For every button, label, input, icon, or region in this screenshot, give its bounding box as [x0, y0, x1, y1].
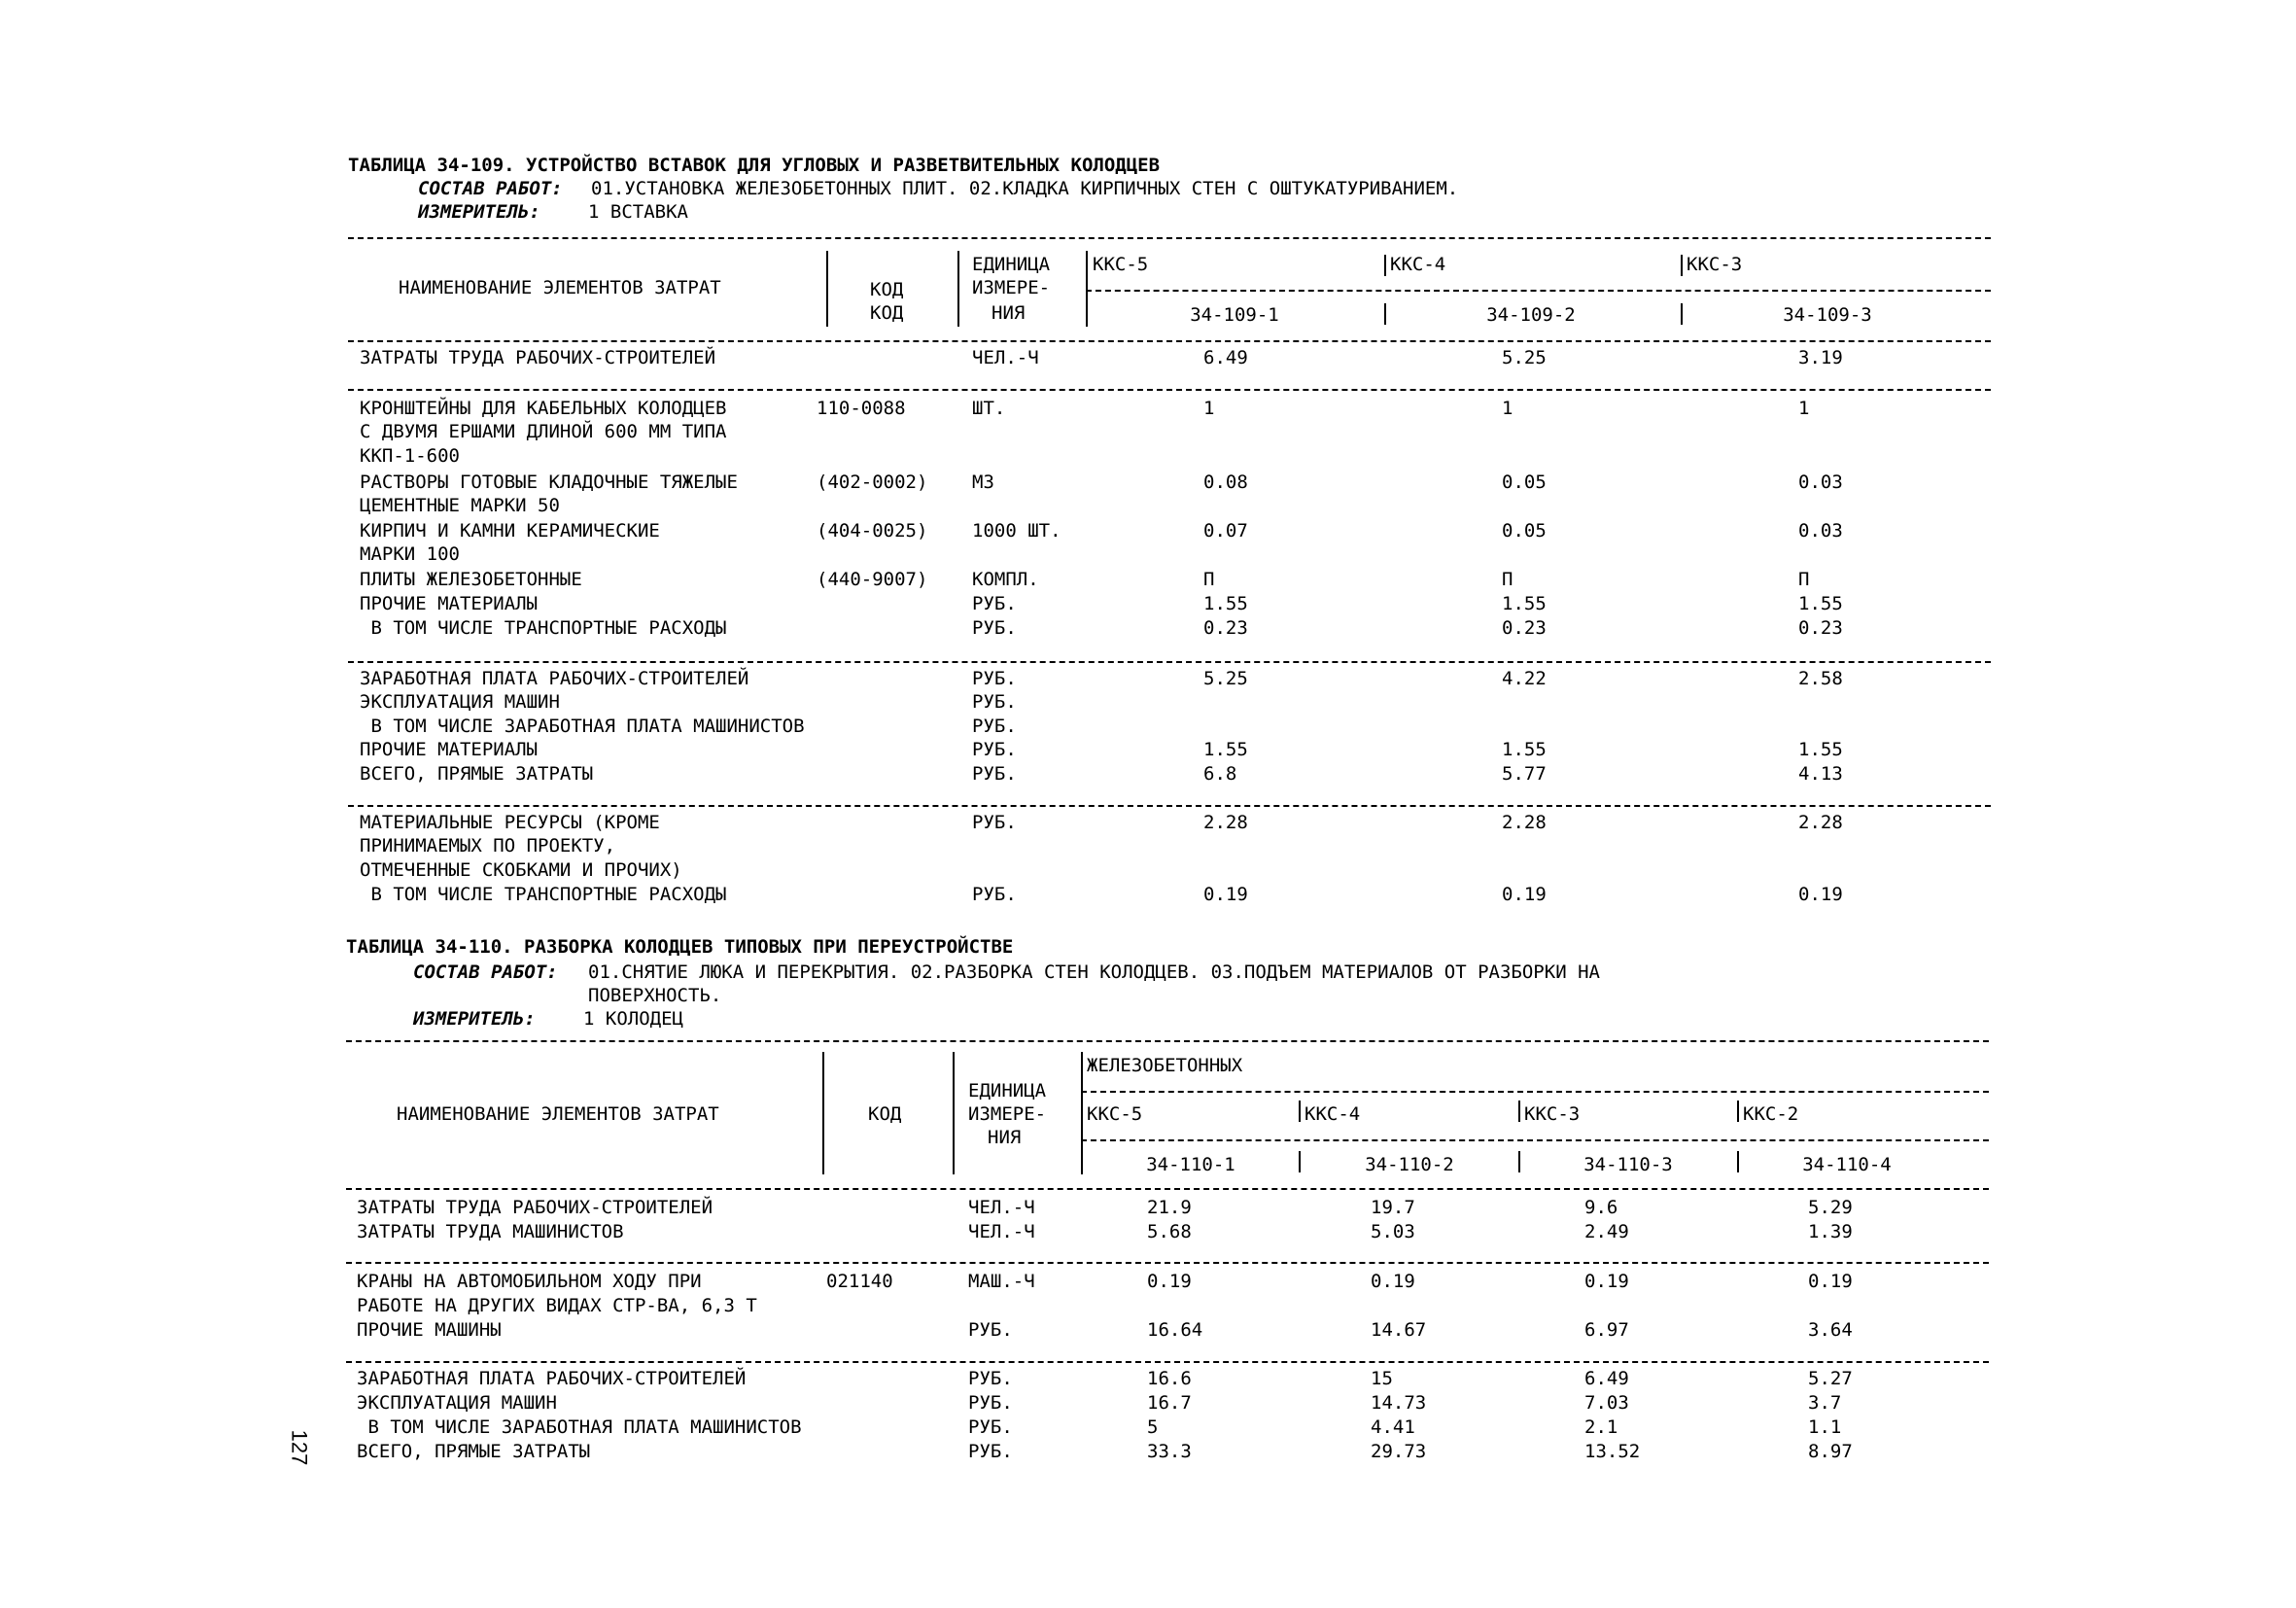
table2-row-value: 6.97 [1584, 1319, 1629, 1341]
table2-header-divider [1299, 1151, 1301, 1172]
table1-row-unit: РУБ. [972, 739, 1017, 760]
table1-group-rule [348, 661, 1991, 663]
table2-header-rule [346, 1188, 1989, 1190]
table2-row-unit: РУБ. [968, 1441, 1013, 1462]
table1-header-divider [1086, 251, 1088, 327]
table2-row-code: 021140 [826, 1271, 893, 1292]
table1-row-unit: М3 [972, 472, 994, 493]
table1-row-value: 0.19 [1203, 884, 1248, 905]
table2-measure-text: 1 КОЛОДЕЦ [583, 1008, 683, 1030]
table1-row-name: ОТМЕЧЕННЫЕ СКОБКАМИ И ПРОЧИХ) [360, 859, 682, 881]
table1-row-value: П [1203, 569, 1215, 590]
table1-row-value: 0.05 [1502, 472, 1547, 493]
table2-header-unit: НИЯ [988, 1127, 1022, 1148]
table2-row-value: 16.7 [1147, 1392, 1192, 1414]
table2-row-value: 16.64 [1147, 1319, 1203, 1341]
table1-row-code: (440-9007) [817, 569, 928, 590]
table1-row-code: (404-0025) [817, 520, 928, 542]
table2-header-divider [953, 1052, 955, 1174]
table2-row-value: 14.73 [1371, 1392, 1427, 1414]
table2-header-divider [1518, 1101, 1520, 1122]
table1-row-value: 2.28 [1502, 812, 1547, 833]
table2-top-rule [346, 1040, 1989, 1042]
table1-row-value: 6.8 [1203, 763, 1237, 785]
table2-header-divider [1737, 1101, 1739, 1122]
table1-row-name: ЭКСПЛУАТАЦИЯ МАШИН [360, 691, 560, 713]
table2-row-name: ЗАРАБОТНАЯ ПЛАТА РАБОЧИХ-СТРОИТЕЛЕЙ [357, 1368, 747, 1389]
table1-header-divider [826, 251, 828, 327]
table1-row-name: МАТЕРИАЛЬНЫЕ РЕСУРСЫ (КРОМЕ [360, 812, 660, 833]
table1-row-unit: РУБ. [972, 668, 1017, 689]
table2-col-header: ККС-4 [1305, 1103, 1361, 1125]
table1-col-code: 34-109-1 [1190, 304, 1279, 326]
table2-col-code: 34-110-3 [1583, 1154, 1673, 1175]
table1-row-name: ККП-1-600 [360, 445, 460, 467]
table2-row-value: 1.1 [1808, 1416, 1842, 1438]
table1-header-divider [957, 251, 959, 327]
table1-header-divider [1681, 303, 1683, 325]
table1-header-divider [1384, 255, 1386, 276]
table1-row-unit: ЧЕЛ.-Ч [972, 347, 1039, 368]
table1-measure-label: ИЗМЕРИТЕЛЬ: [418, 201, 540, 223]
table1-row-value: 0.08 [1203, 472, 1248, 493]
table1-group-rule [348, 805, 1991, 807]
table2-row-value: 21.9 [1147, 1197, 1192, 1218]
table2-work-label: СОСТАВ РАБОТ: [413, 961, 558, 983]
table1-row-unit: ШТ. [972, 398, 1006, 419]
table1-row-value: 3.19 [1798, 347, 1843, 368]
table2-row-value: 6.49 [1584, 1368, 1629, 1389]
table1-row-value: 0.23 [1798, 617, 1843, 639]
table2-col-code: 34-110-1 [1146, 1154, 1235, 1175]
table2-row-value: 5.29 [1808, 1197, 1853, 1218]
table2-row-value: 33.3 [1147, 1441, 1192, 1462]
table1-header-divider [1384, 303, 1386, 325]
table2-row-value: 29.73 [1371, 1441, 1427, 1462]
table1-row-value: 5.25 [1203, 668, 1248, 689]
table2-header-divider [1737, 1151, 1739, 1172]
table1-row-value: 6.49 [1203, 347, 1248, 368]
table2-row-value: 0.19 [1371, 1271, 1415, 1292]
table1-header-sub-rule [1086, 290, 1991, 292]
table1-row-name: В ТОМ ЧИСЛЕ ТРАНСПОРТНЫЕ РАСХОДЫ [360, 617, 727, 639]
table1-row-value: 1.55 [1203, 593, 1248, 614]
table2-col-header: ККС-2 [1743, 1103, 1799, 1125]
table2-group-rule [346, 1361, 1989, 1363]
table1-row-name: ВСЕГО, ПРЯМЫЕ ЗАТРАТЫ [360, 763, 594, 785]
table1-row-value: П [1798, 569, 1810, 590]
table1-row-value: П [1502, 569, 1513, 590]
table1-header-code: КОД [870, 302, 904, 324]
table1-row-value: 2.28 [1798, 812, 1843, 833]
table2-row-value: 2.1 [1584, 1416, 1618, 1438]
table2-measure-label: ИЗМЕРИТЕЛЬ: [413, 1008, 536, 1030]
table1-row-value: 4.22 [1502, 668, 1547, 689]
table1-header-unit: ИЗМЕРЕ- [972, 277, 1051, 298]
table1-header-code: КОД [870, 279, 904, 300]
table2-row-value: 0.19 [1584, 1271, 1629, 1292]
table2-header-name: НАИМЕНОВАНИЕ ЭЛЕМЕНТОВ ЗАТРАТ [397, 1103, 719, 1125]
table1-group-rule [348, 389, 1991, 391]
table1-row-name: ПРОЧИЕ МАТЕРИАЛЫ [360, 593, 539, 614]
table2-row-name: КРАНЫ НА АВТОМОБИЛЬНОМ ХОДУ ПРИ [357, 1271, 702, 1292]
table2-row-name: ПРОЧИЕ МАШИНЫ [357, 1319, 502, 1341]
table2-header-divider [1299, 1101, 1301, 1122]
table2-row-value: 9.6 [1584, 1197, 1618, 1218]
table1-row-value: 0.05 [1502, 520, 1547, 542]
table1-row-unit: РУБ. [972, 593, 1017, 614]
table1-row-value: 0.03 [1798, 520, 1843, 542]
table2-row-value: 3.7 [1808, 1392, 1842, 1414]
table1-col-header: ККС-5 [1093, 254, 1149, 275]
table1-row-unit: КОМПЛ. [972, 569, 1039, 590]
table1-work-text: 01.УСТАНОВКА ЖЕЛЕЗОБЕТОННЫХ ПЛИТ. 02.КЛАДКА КИРПИЧНЫХ СТЕН С ОШТУКАТУРИВАНИЕМ. [591, 178, 1459, 199]
table1-row-value: 0.19 [1502, 884, 1547, 905]
table2-row-value: 14.67 [1371, 1319, 1427, 1341]
table1-row-name: ЗАРАБОТНАЯ ПЛАТА РАБОЧИХ-СТРОИТЕЛЕЙ [360, 668, 749, 689]
table1-row-value: 0.03 [1798, 472, 1843, 493]
table2-row-value: 5 [1147, 1416, 1159, 1438]
table2-row-name: В ТОМ ЧИСЛЕ ЗАРАБОТНАЯ ПЛАТА МАШИНИСТОВ [357, 1416, 802, 1438]
table1-row-name: ПРИНИМАЕМЫХ ПО ПРОЕКТУ, [360, 835, 616, 856]
table2-row-value: 0.19 [1808, 1271, 1853, 1292]
table1-header-unit: ЕДИНИЦА [972, 254, 1051, 275]
table1-row-unit: РУБ. [972, 716, 1017, 737]
table2-row-unit: ЧЕЛ.-Ч [968, 1197, 1035, 1218]
table1-row-unit: РУБ. [972, 691, 1017, 713]
table2-row-value: 7.03 [1584, 1392, 1629, 1414]
table2-header-unit: ЕДИНИЦА [968, 1080, 1047, 1101]
table2-group-rule [346, 1262, 1989, 1264]
table2-row-name: ВСЕГО, ПРЯМЫЕ ЗАТРАТЫ [357, 1441, 591, 1462]
table1-row-value: 1.55 [1502, 739, 1547, 760]
table1-measure-text: 1 ВСТАВКА [588, 201, 688, 223]
table1-row-value: 0.07 [1203, 520, 1248, 542]
table2-header-sub-rule [1081, 1139, 1989, 1141]
table2-header-code: КОД [868, 1103, 902, 1125]
table2-row-unit: МАШ.-Ч [968, 1271, 1035, 1292]
table1-row-value: 1.55 [1203, 739, 1248, 760]
table2-work-text2: ПОВЕРХНОСТЬ. [588, 985, 722, 1006]
table2-row-value: 4.41 [1371, 1416, 1415, 1438]
table2-row-value: 8.97 [1808, 1441, 1853, 1462]
table1-row-code: (402-0002) [817, 472, 928, 493]
table1-header-divider [1681, 255, 1683, 276]
table1-header-rule [348, 340, 1991, 342]
table2-title: ТАБЛИЦА 34-110. РАЗБОРКА КОЛОДЦЕВ ТИПОВЫХ ПРИ ПЕРЕУСТРОЙСТВЕ [346, 936, 1014, 958]
table1-row-name: КИРПИЧ И КАМНИ КЕРАМИЧЕСКИЕ [360, 520, 660, 542]
table1-row-value: 4.13 [1798, 763, 1843, 785]
table1-row-value: 1 [1502, 398, 1513, 419]
table1-row-name: РАСТВОРЫ ГОТОВЫЕ КЛАДОЧНЫЕ ТЯЖЕЛЫЕ [360, 472, 738, 493]
table2-group-header: ЖЕЛЕЗОБЕТОННЫХ [1087, 1055, 1243, 1076]
table2-header-divider [1518, 1151, 1520, 1172]
table1-row-name: ЗАТРАТЫ ТРУДА РАБОЧИХ-СТРОИТЕЛЕЙ [360, 347, 716, 368]
table1-row-name: КРОНШТЕЙНЫ ДЛЯ КАБЕЛЬНЫХ КОЛОДЦЕВ [360, 398, 727, 419]
table2-row-name: ЗАТРАТЫ ТРУДА РАБОЧИХ-СТРОИТЕЛЕЙ [357, 1197, 713, 1218]
page-number: 127 [287, 1429, 312, 1466]
table1-row-value: 0.23 [1502, 617, 1547, 639]
table2-header-divider [1081, 1052, 1083, 1174]
table1-header-name: НАИМЕНОВАНИЕ ЭЛЕМЕНТОВ ЗАТРАТ [399, 277, 721, 298]
table1-row-name: ЦЕМЕНТНЫЕ МАРКИ 50 [360, 495, 560, 516]
table1-row-value: 1.55 [1502, 593, 1547, 614]
table1-row-value: 1.55 [1798, 593, 1843, 614]
table1-row-name: МАРКИ 100 [360, 543, 460, 565]
table2-header-sub-rule [1081, 1091, 1989, 1093]
table2-col-header: ККС-5 [1087, 1103, 1143, 1125]
table2-col-code: 34-110-2 [1365, 1154, 1454, 1175]
table2-col-code: 34-110-4 [1802, 1154, 1892, 1175]
table2-header-divider [822, 1052, 824, 1174]
table1-row-value: 1 [1203, 398, 1215, 419]
table2-row-value: 5.68 [1147, 1221, 1192, 1242]
table1-row-value: 2.58 [1798, 668, 1843, 689]
table2-row-unit: РУБ. [968, 1319, 1013, 1341]
table2-row-value: 3.64 [1808, 1319, 1853, 1341]
table1-work-label: СОСТАВ РАБОТ: [418, 178, 563, 199]
table1-top-rule [348, 237, 1991, 239]
table2-row-unit: РУБ. [968, 1416, 1013, 1438]
table2-row-value: 1.39 [1808, 1221, 1853, 1242]
table2-row-value: 5.27 [1808, 1368, 1853, 1389]
table1-title: ТАБЛИЦА 34-109. УСТРОЙСТВО ВСТАВОК ДЛЯ УГЛОВЫХ И РАЗВЕТВИТЕЛЬНЫХ КОЛОДЦЕВ [348, 155, 1161, 176]
table1-row-name: С ДВУМЯ ЕРШАМИ ДЛИНОЙ 600 ММ ТИПА [360, 421, 727, 442]
table2-row-value: 16.6 [1147, 1368, 1192, 1389]
table1-col-code: 34-109-3 [1783, 304, 1872, 326]
table2-row-value: 15 [1371, 1368, 1393, 1389]
table2-row-value: 0.19 [1147, 1271, 1192, 1292]
table1-row-unit: РУБ. [972, 812, 1017, 833]
table1-row-value: 2.28 [1203, 812, 1248, 833]
table2-row-value: 19.7 [1371, 1197, 1415, 1218]
table1-col-code: 34-109-2 [1486, 304, 1576, 326]
table2-row-value: 5.03 [1371, 1221, 1415, 1242]
table1-row-value: 1.55 [1798, 739, 1843, 760]
table1-row-unit: РУБ. [972, 763, 1017, 785]
table2-header-unit: ИЗМЕРЕ- [968, 1103, 1047, 1125]
table1-row-unit: РУБ. [972, 884, 1017, 905]
table1-header-unit: НИЯ [991, 302, 1026, 324]
table2-row-value: 13.52 [1584, 1441, 1641, 1462]
table2-row-unit: РУБ. [968, 1368, 1013, 1389]
table1-col-header: ККС-3 [1687, 254, 1743, 275]
table1-row-value: 5.25 [1502, 347, 1547, 368]
table1-row-code: 110-0088 [817, 398, 906, 419]
table2-row-name: ЭКСПЛУАТАЦИЯ МАШИН [357, 1392, 557, 1414]
table1-row-name: В ТОМ ЧИСЛЕ ТРАНСПОРТНЫЕ РАСХОДЫ [360, 884, 727, 905]
table1-row-name: ПЛИТЫ ЖЕЛЕЗОБЕТОННЫЕ [360, 569, 582, 590]
table2-col-header: ККС-3 [1524, 1103, 1581, 1125]
table1-row-value: 0.19 [1798, 884, 1843, 905]
table1-row-name: ПРОЧИЕ МАТЕРИАЛЫ [360, 739, 539, 760]
table1-row-unit: РУБ. [972, 617, 1017, 639]
table1-row-value: 0.23 [1203, 617, 1248, 639]
table2-work-text: 01.СНЯТИЕ ЛЮКА И ПЕРЕКРЫТИЯ. 02.РАЗБОРКА СТЕН КОЛОДЦЕВ. 03.ПОДЪЕМ МАТЕРИАЛОВ ОТ РАЗБОРКИ НА [588, 961, 1600, 983]
table1-row-unit: 1000 ШТ. [972, 520, 1061, 542]
table2-row-unit: ЧЕЛ.-Ч [968, 1221, 1035, 1242]
table2-row-name: ЗАТРАТЫ ТРУДА МАШИНИСТОВ [357, 1221, 624, 1242]
table2-row-name: РАБОТЕ НА ДРУГИХ ВИДАХ СТР-ВА, 6,3 Т [357, 1295, 757, 1316]
table1-col-header: ККС-4 [1390, 254, 1446, 275]
table1-row-name: В ТОМ ЧИСЛЕ ЗАРАБОТНАЯ ПЛАТА МАШИНИСТОВ [360, 716, 805, 737]
table1-row-value: 1 [1798, 398, 1810, 419]
table1-row-value: 5.77 [1502, 763, 1547, 785]
table2-row-value: 2.49 [1584, 1221, 1629, 1242]
table2-row-unit: РУБ. [968, 1392, 1013, 1414]
